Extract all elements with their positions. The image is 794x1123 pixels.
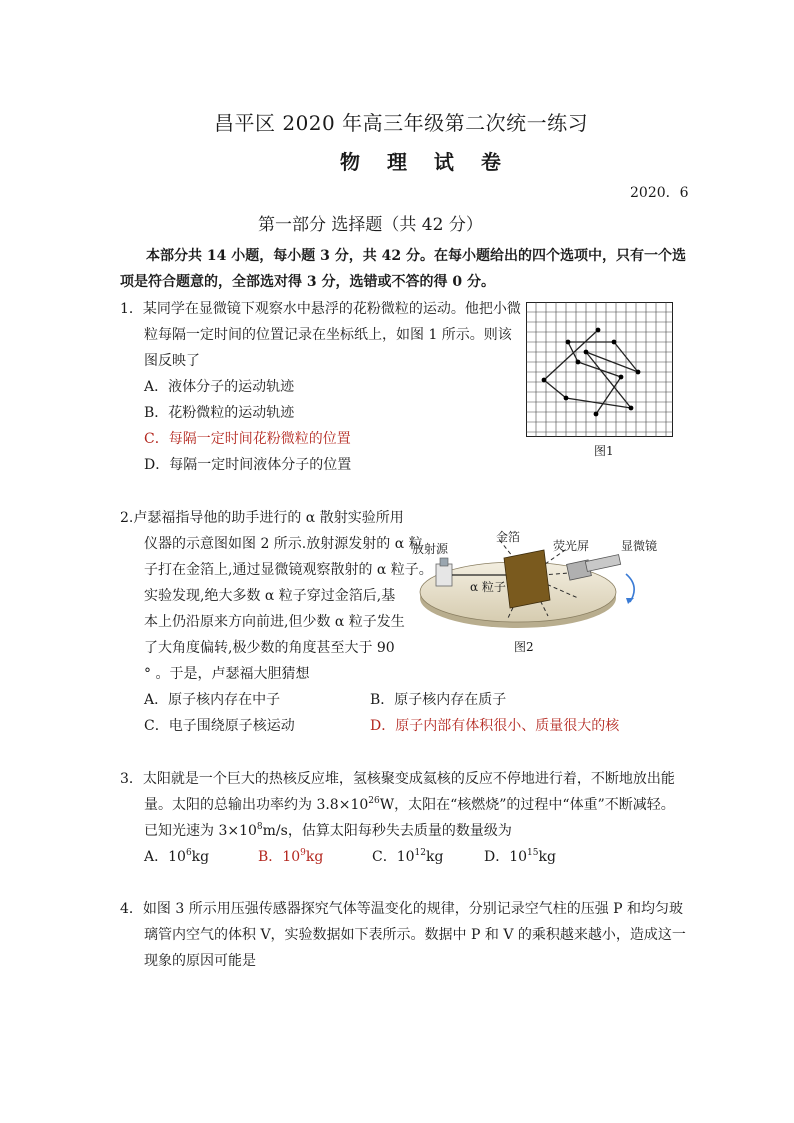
q2-stem-line1: 2.卢瑟福指导他的助手进行的 α 散射实验所用 (120, 510, 404, 526)
q3-stem-line3: 已知光速为 $3\times 10^8m/s$，估算太阳每秒失去质量的数量级为 (144, 822, 512, 839)
section-intro-line2: 项是符合题意的，全部选对得 3 分，选错或不答的得 0 分。 (120, 274, 495, 290)
figure2-label-particle: α 粒子 (470, 580, 506, 594)
q1-stem-line3: 图反映了 (144, 353, 200, 369)
q3-option-c: C．$10^{12}kg$ (372, 848, 444, 865)
q2-option-c: C．电子围绕原子核运动 (144, 718, 295, 734)
q2-option-d-answer: D．原子内部有体积很小、质量很大的核 (370, 718, 620, 734)
figure1-grid (526, 302, 674, 438)
section-intro-line1: 本部分共 14 小题，每小题 3 分，共 42 分。在每小题给出的四个选项中，只有一个选 (146, 248, 686, 264)
figure2-label-foil: 金箔 (496, 530, 521, 544)
q4-stem-line2: 璃管内空气的体积 V，实验数据如下表所示。数据中 P 和 V 的乘积越来越小，造成这一 (144, 927, 686, 943)
q3-stem-line1: 3．太阳就是一个巨大的热核反应堆，氢核聚变成氦核的反应不停地进行着，不断地放出能 (120, 771, 675, 787)
figure2-apparatus (418, 528, 644, 634)
figure1-caption: 图1 (594, 444, 614, 458)
q2-stem-line7: ° 。于是，卢瑟福大胆猜想 (144, 666, 310, 682)
q3-option-a: A．$10^6kg$ (144, 848, 210, 865)
q1-option-d: D．每隔一定时间液体分子的位置 (144, 457, 352, 473)
q1-option-b: B．花粉微粒的运动轨迹 (144, 405, 295, 421)
exam-title: 昌平区 2020 年高三年级第二次统一练习 (214, 111, 589, 135)
q4-stem-line1: 4．如图 3 所示用压强传感器探究气体等温变化的规律，分别记录空气柱的压强 P 和均匀玻 (120, 901, 684, 917)
figure2-label-screen: 荧光屏 (553, 539, 590, 553)
q1-option-c-answer: C．每隔一定时间花粉微粒的位置 (144, 431, 351, 447)
figure2-caption: 图2 (514, 640, 534, 654)
exam-date: 2020．6 (630, 185, 689, 201)
q3-option-d: D．$10^{15}kg$ (484, 848, 556, 865)
section-heading: 第一部分 选择题（共 42 分） (258, 215, 483, 235)
figure2-label-scope: 显微镜 (621, 539, 658, 553)
q2-stem-line4: 实验发现,绝大多数 α 粒子穿过金箔后,基 (144, 588, 396, 604)
q1-stem-line2: 粒每隔一定时间的位置记录在坐标纸上，如图 1 所示。则该 (144, 327, 512, 343)
q2-stem-line6: 了大角度偏转,极少数的角度甚至大于 90 (144, 640, 395, 656)
q3-stem-line2: 量。太阳的总输出功率约为 $3.8\times 10^{26}W$，太阳在“核燃烧”的过程中“体重”不断减轻。 (144, 796, 675, 813)
q2-stem-line5: 本上仍沿原来方向前进,但少数 α 粒子发生 (144, 614, 405, 630)
q2-stem-line3: 子打在金箔上,通过显微镜观察散射的 α 粒子。 (144, 562, 433, 578)
q2-stem-line2: 仪器的示意图如图 2 所示.放射源发射的 α 粒 (144, 536, 423, 552)
figure2-label-source: 放射源 (412, 542, 449, 556)
q1-stem-line1: 1．某同学在显微镜下观察水中悬浮的花粉微粒的运动。他把小微 (120, 301, 521, 317)
q1-option-a: A．液体分子的运动轨迹 (144, 379, 295, 395)
exam-subtitle: 物 理 试 卷 (340, 150, 511, 174)
q2-option-a: A．原子核内存在中子 (144, 692, 281, 708)
q2-option-b: B．原子核内存在质子 (370, 692, 507, 708)
q3-option-b-answer: B．$10^9kg$ (258, 848, 324, 865)
q4-stem-line3: 现象的原因可能是 (144, 953, 256, 969)
